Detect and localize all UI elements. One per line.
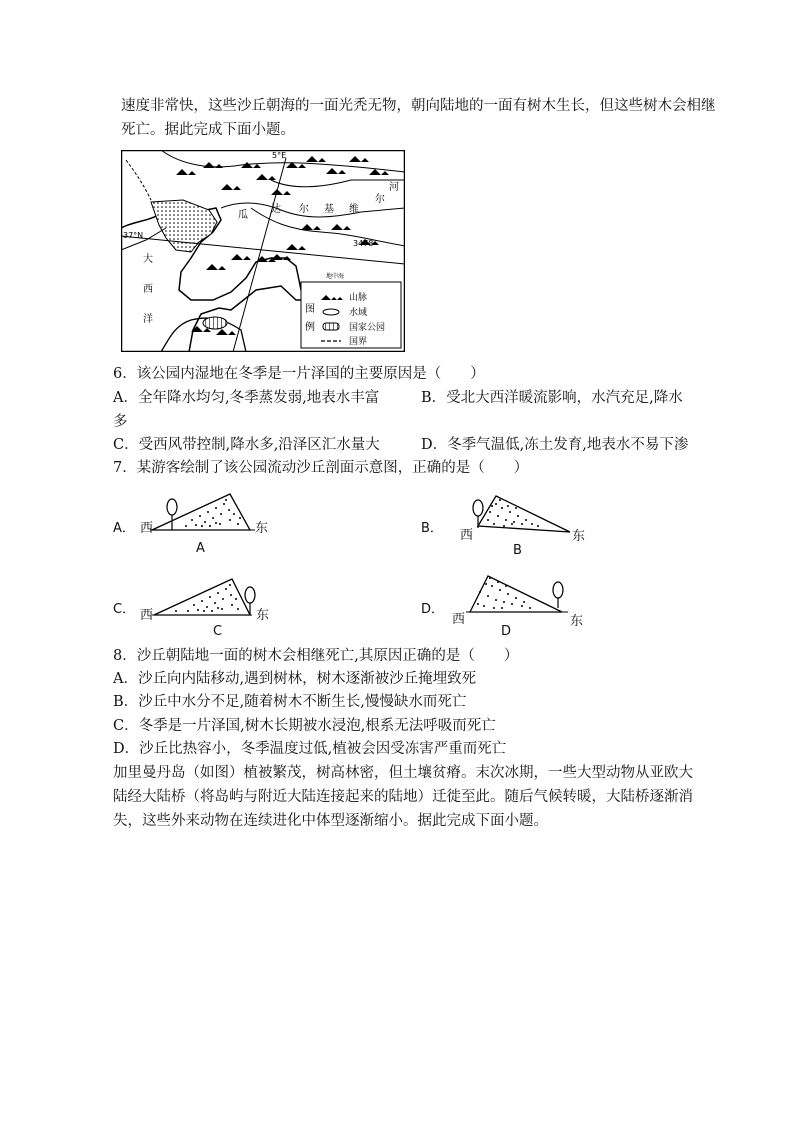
- q7-b-prefix: B．: [421, 521, 443, 536]
- intro-line-2: 死亡。据此完成下面小题。: [121, 122, 295, 138]
- svg-text:国家公园: 国家公园: [349, 323, 386, 333]
- q8-option-a: A．沙丘向内陆移动,遇到树林，树木逐渐被沙丘掩埋致死: [113, 671, 477, 687]
- meridian-label: 5°E: [272, 151, 287, 160]
- q7-b-west: 西: [460, 528, 474, 543]
- q6-option-b: B．受北大西洋暖流影响，水汽充足,降水: [421, 390, 683, 406]
- q7-c-east: 东: [256, 608, 270, 623]
- passage2-line-2: 陆经大陆桥（将岛屿与附近大陆连接起来的陆地）迁徙至此。随后气候转暖，大陆桥逐渐消: [113, 789, 693, 805]
- svg-text:尔: 尔: [299, 204, 309, 215]
- q7-b-caption: B: [513, 543, 522, 558]
- tree-icon: [553, 582, 563, 608]
- map-legend: [301, 282, 401, 348]
- q7-a-east: 东: [255, 521, 269, 536]
- q7-d-east: 东: [570, 614, 584, 629]
- q7-stem: 7．某游客绘制了该公园流动沙丘剖面示意图，正确的是（ ）: [113, 460, 529, 476]
- passage2-line-3: 失，这些外来动物在连续进化中体型逐渐缩小。据此完成下面小题。: [113, 813, 548, 829]
- svg-text:例: 例: [305, 322, 315, 333]
- dune-profile-c: [152, 575, 262, 623]
- q7-c-west: 西: [140, 608, 154, 623]
- q7-a-west: 西: [140, 521, 154, 536]
- svg-text:山脉: 山脉: [349, 293, 368, 303]
- dune-profile-b: [466, 494, 576, 538]
- q8-option-b: B．沙丘中水分不足,随着树木不断生长,慢慢缺水而死亡: [113, 694, 467, 710]
- svg-text:基: 基: [324, 204, 334, 215]
- q6-option-c: C．受西风带控制,降水多,沿泽区汇水量大: [113, 437, 380, 453]
- svg-text:河: 河: [389, 182, 399, 193]
- q7-d-caption: D: [501, 624, 512, 639]
- svg-text:国界: 国界: [349, 337, 368, 347]
- q7-a-prefix: A．: [113, 521, 135, 536]
- dune-profile-d: [466, 572, 576, 620]
- legend-park-icon: [323, 323, 339, 330]
- peak-label: 3478: [353, 239, 374, 248]
- sea-label: 地中海: [326, 273, 345, 280]
- q7-a-caption: A: [196, 541, 205, 556]
- svg-text:达: 达: [271, 204, 281, 215]
- q6-option-b-cont: 多: [113, 414, 128, 430]
- svg-text:尔: 尔: [375, 194, 385, 205]
- q7-d-west: 西: [452, 612, 466, 627]
- q7-c-prefix: C．: [113, 602, 136, 617]
- svg-text:瓜: 瓜: [238, 210, 248, 221]
- intro-line-1: 速度非常快，这些沙丘朝海的一面光秃无物，朝向陆地的一面有树木生长，但这些树木会相继: [121, 98, 716, 114]
- tree-icon: [167, 499, 177, 530]
- svg-text:洋: 洋: [143, 314, 153, 325]
- passage2-line-1: 加里曼丹岛（如图）植被繁茂，树高林密，但土壤贫瘠。末次冰期，一些大型动物从亚欧大: [113, 765, 693, 781]
- q6-stem: 6．该公园内湿地在冬季是一片泽国的主要原因是（ ）: [113, 366, 485, 382]
- parallel-label: 37°N: [123, 231, 144, 240]
- q7-d-prefix: D．: [421, 602, 445, 617]
- park-map: [121, 150, 405, 352]
- q8-option-d: D．沙丘比热容小，冬季温度过低,植被会因受冻害严重而死亡: [113, 741, 507, 757]
- q7-b-east: 东: [572, 529, 586, 544]
- svg-text:维: 维: [349, 204, 359, 215]
- q6-option-d: D．冬季气温低,冻土发育,地表水不易下渗: [421, 437, 689, 453]
- q6-option-a: A．全年降水均匀,冬季蒸发弱,地表水丰富: [113, 390, 380, 406]
- svg-text:西: 西: [143, 284, 153, 295]
- dune-profile-a: [150, 490, 260, 540]
- svg-text:大: 大: [143, 254, 153, 265]
- q7-c-caption: C: [213, 624, 223, 639]
- q8-stem: 8．沙丘朝陆地一面的树木会相继死亡,其原因正确的是（ ）: [113, 648, 519, 664]
- svg-text:图: 图: [305, 304, 315, 315]
- svg-text:水域: 水域: [349, 308, 368, 318]
- q8-option-c: C．冬季是一片泽国,树木长期被水浸泡,根系无法呼吸而死亡: [113, 718, 496, 734]
